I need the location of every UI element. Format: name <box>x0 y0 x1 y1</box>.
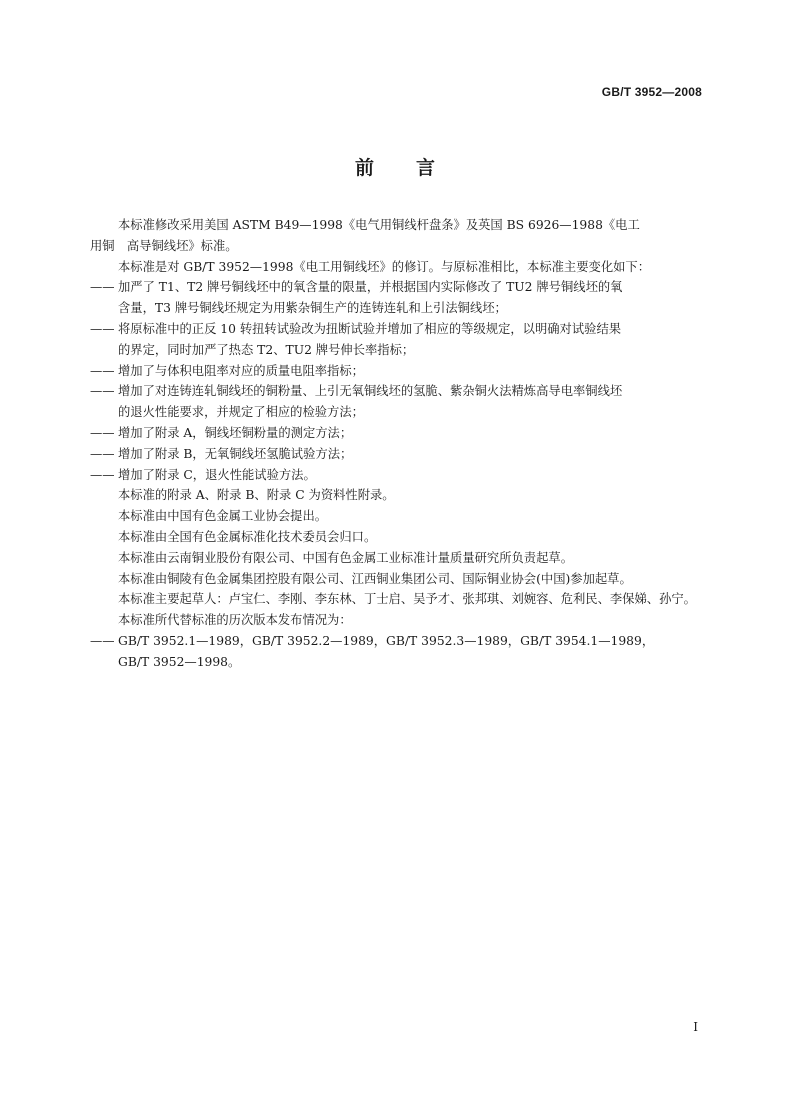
page-number: I <box>693 1020 698 1034</box>
change-item <box>90 444 704 465</box>
change-line: 增加了与体积电阻率对应的质量电阻率指标； <box>118 363 364 378</box>
paragraph-line: 用铜 高导铜线坯》标准。 <box>90 238 238 253</box>
dash-mark: —— <box>90 384 115 399</box>
dash-mark: —— <box>90 633 115 648</box>
change-line: 增加了附录 B，无氧铜线坯氢脆试验方法； <box>118 446 353 461</box>
paragraph-participating-units: 本标准由铜陵有色金属集团控股有限公司、江西铜业集团公司、国际铜业协会(中国)参加起草。 <box>118 571 632 586</box>
history-line: GB/T 3952—1998。 <box>118 654 241 669</box>
change-line: 增加了附录 A，铜线坯铜粉量的测定方法； <box>118 425 353 440</box>
paragraph-drafting-unit: 本标准由云南铜业股份有限公司、中国有色金属工业标准计量质量研究所负责起草。 <box>118 550 573 565</box>
change-line: 的退火性能要求，并规定了相应的检验方法； <box>118 405 364 420</box>
change-line: 将原标准中的正反 10 转扭转试验改为扭断试验并增加了相应的等级规定，以明确对试验结果 <box>118 321 622 336</box>
change-line: 含量，T3 牌号铜线坯规定为用紫杂铜生产的连铸连轧和上引法铜线坯； <box>118 301 507 316</box>
paragraph-revision: 本标准是对 GB/T 3952—1998《电工用铜线坯》的修订。与原标准相比，本标准主要变化如下： <box>118 259 651 274</box>
paragraph-adoption <box>90 215 704 257</box>
dash-mark: —— <box>90 446 115 461</box>
dash-mark: —— <box>90 280 115 295</box>
dash-mark: —— <box>90 363 115 378</box>
change-line: 的界定，同时加严了热态 T2、TU2 牌号伸长率指标； <box>118 342 415 357</box>
change-item <box>90 423 704 444</box>
dash-mark: —— <box>90 321 115 336</box>
history-item <box>90 631 704 673</box>
standard-code: GB/T 3952—2008 <box>601 85 702 99</box>
change-item <box>90 277 704 319</box>
change-line: 增加了对连铸连轧铜线坯的铜粉量、上引无氧铜线坯的氢脆、紫杂铜火法精炼高导电率铜线坯 <box>118 384 623 399</box>
dash-mark: —— <box>90 467 115 482</box>
paragraph-administrator: 本标准由全国有色金属标准化技术委员会归口。 <box>118 529 377 544</box>
paragraph-appendix: 本标准的附录 A、附录 B、附录 C 为资料性附录。 <box>118 488 395 503</box>
change-item <box>90 465 704 486</box>
change-item <box>90 361 704 382</box>
paragraph-proposer: 本标准由中国有色金属工业协会提出。 <box>118 509 328 524</box>
change-item <box>90 319 704 361</box>
history-line: GB/T 3952.1—1989，GB/T 3952.2—1989，GB/T 3952.3—1989，GB/T 3954.1—1989， <box>118 633 655 648</box>
paragraph-line: 本标准修改采用美国 ASTM B49—1998《电气用铜线杆盘条》及英国 BS 6926—1988《电工 <box>118 218 640 232</box>
paragraph-history-intro: 本标准所代替标准的历次版本发布情况为： <box>118 613 352 628</box>
foreword-body <box>90 215 704 673</box>
change-item <box>90 381 704 423</box>
page-title <box>0 153 792 180</box>
paragraph-drafters: 本标准主要起草人：卢宝仁、李刚、李东林、丁士启、吴予才、张邦琪、刘婉容、危利民、李保娣、孙宁。 <box>118 592 696 607</box>
dash-mark: —— <box>90 425 115 440</box>
change-line: 加严了 T1、T2 牌号铜线坯中的氧含量的限量，并根据国内实际修改了 TU2 牌号铜线坯的氧 <box>118 280 623 295</box>
change-line: 增加了附录 C，退火性能试验方法。 <box>118 467 316 482</box>
title-char-1: 前 <box>354 157 376 179</box>
title-char-2: 言 <box>416 157 438 179</box>
